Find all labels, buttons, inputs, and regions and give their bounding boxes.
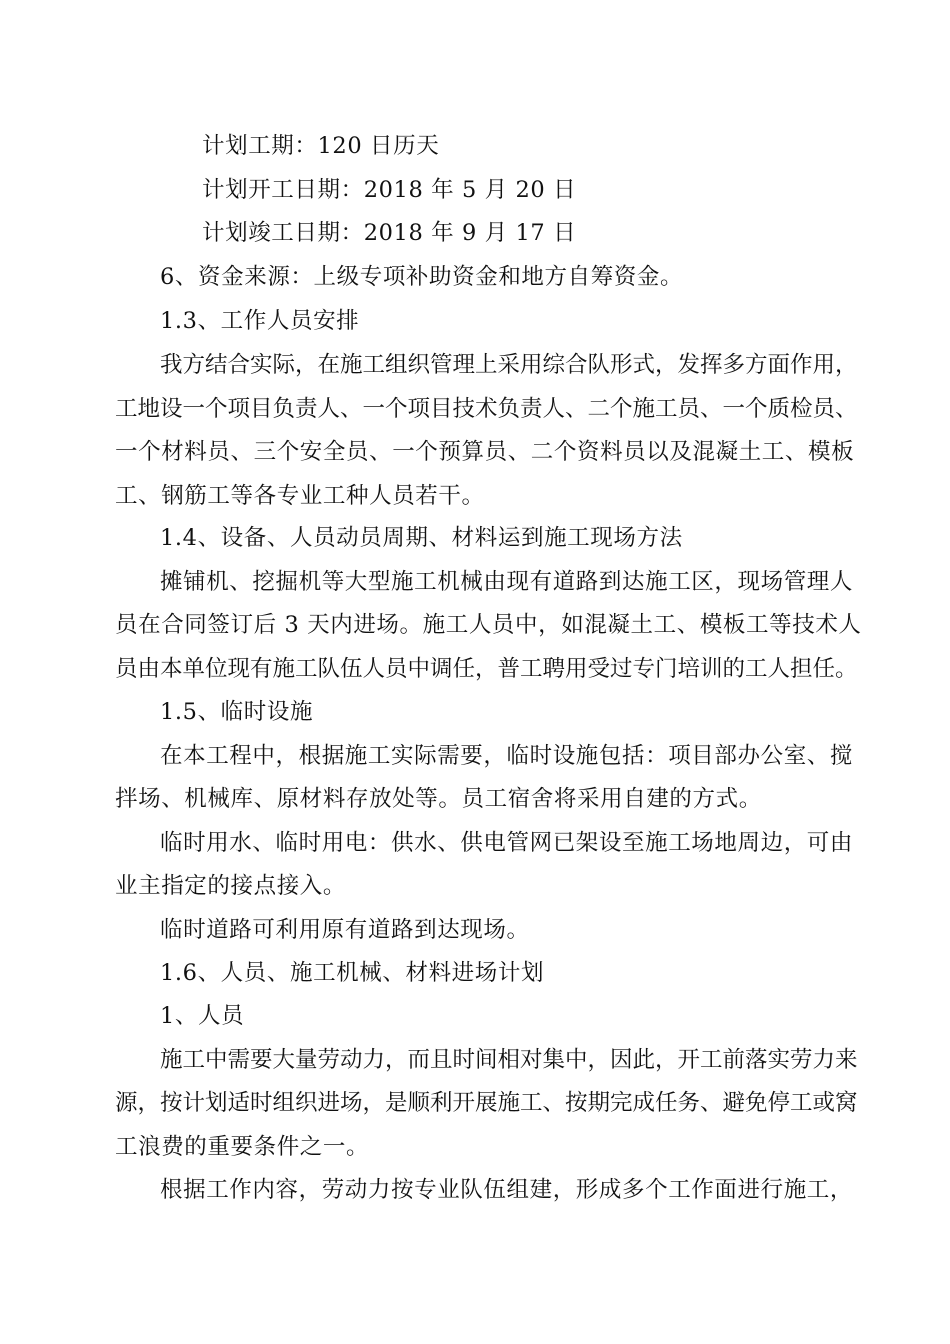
labor-paragraph-line: 施工中需要大量劳动力，而且时间相对集中，因此，开工前落实劳力来: [160, 1047, 858, 1073]
facilities-paragraph-line: 在本工程中，根据施工实际需要，临时设施包括：项目部办公室、搅: [160, 743, 854, 769]
section-1-3-heading: 1.3、工作人员安排: [160, 308, 360, 334]
mobilization-paragraph-line: 摊铺机、挖掘机等大型施工机械由现有道路到达施工区，现场管理人: [160, 569, 854, 595]
planned-start-date: 计划开工日期：2018 年 5 月 20 日: [202, 177, 577, 203]
funding-source: 6、资金来源：上级专项补助资金和地方自筹资金。: [160, 264, 684, 290]
mobilization-paragraph-line: 员在合同签订后 3 天内进场。施工人员中，如混凝土工、模板工等技术人: [115, 612, 862, 638]
section-1-6-heading: 1.6、人员、施工机械、材料进场计划: [160, 960, 545, 986]
staffing-paragraph-line: 工地设一个项目负责人、一个项目技术负责人、二个施工员、一个质检员、: [115, 396, 858, 422]
facilities-paragraph-line: 拌场、机械库、原材料存放处等。员工宿舍将采用自建的方式。: [115, 786, 762, 812]
section-1-4-heading: 1.4、设备、人员动员周期、材料运到施工现场方法: [160, 525, 683, 551]
planned-end-date: 计划竣工日期：2018 年 9 月 17 日: [202, 220, 577, 246]
staffing-paragraph-line: 我方结合实际，在施工组织管理上采用综合队形式，发挥多方面作用，: [160, 352, 858, 378]
personnel-subheading: 1、人员: [160, 1003, 245, 1029]
utilities-paragraph-line: 业主指定的接点接入。: [115, 873, 347, 899]
temporary-roads-line: 临时道路可利用原有道路到达现场。: [160, 917, 530, 943]
staffing-paragraph-line: 一个材料员、三个安全员、一个预算员、二个资料员以及混凝土工、模板: [115, 439, 855, 465]
staffing-paragraph-line: 工、钢筋工等各专业工种人员若干。: [115, 483, 485, 509]
labor-paragraph-line: 源，按计划适时组织进场，是顺利开展施工、按期完成任务、避免停工或窝: [115, 1090, 858, 1116]
utilities-paragraph-line: 临时用水、临时用电：供水、供电管网已架设至施工场地周边，可由: [160, 830, 854, 856]
section-1-5-heading: 1.5、临时设施: [160, 699, 314, 725]
mobilization-paragraph-line: 员由本单位现有施工队伍人员中调任，普工聘用受过专门培训的工人担任。: [115, 656, 858, 682]
planned-duration: 计划工期：120 日历天: [202, 133, 440, 159]
organization-paragraph-line: 根据工作内容，劳动力按专业队伍组建，形成多个工作面进行施工，: [160, 1177, 854, 1203]
labor-paragraph-line: 工浪费的重要条件之一。: [115, 1134, 370, 1160]
